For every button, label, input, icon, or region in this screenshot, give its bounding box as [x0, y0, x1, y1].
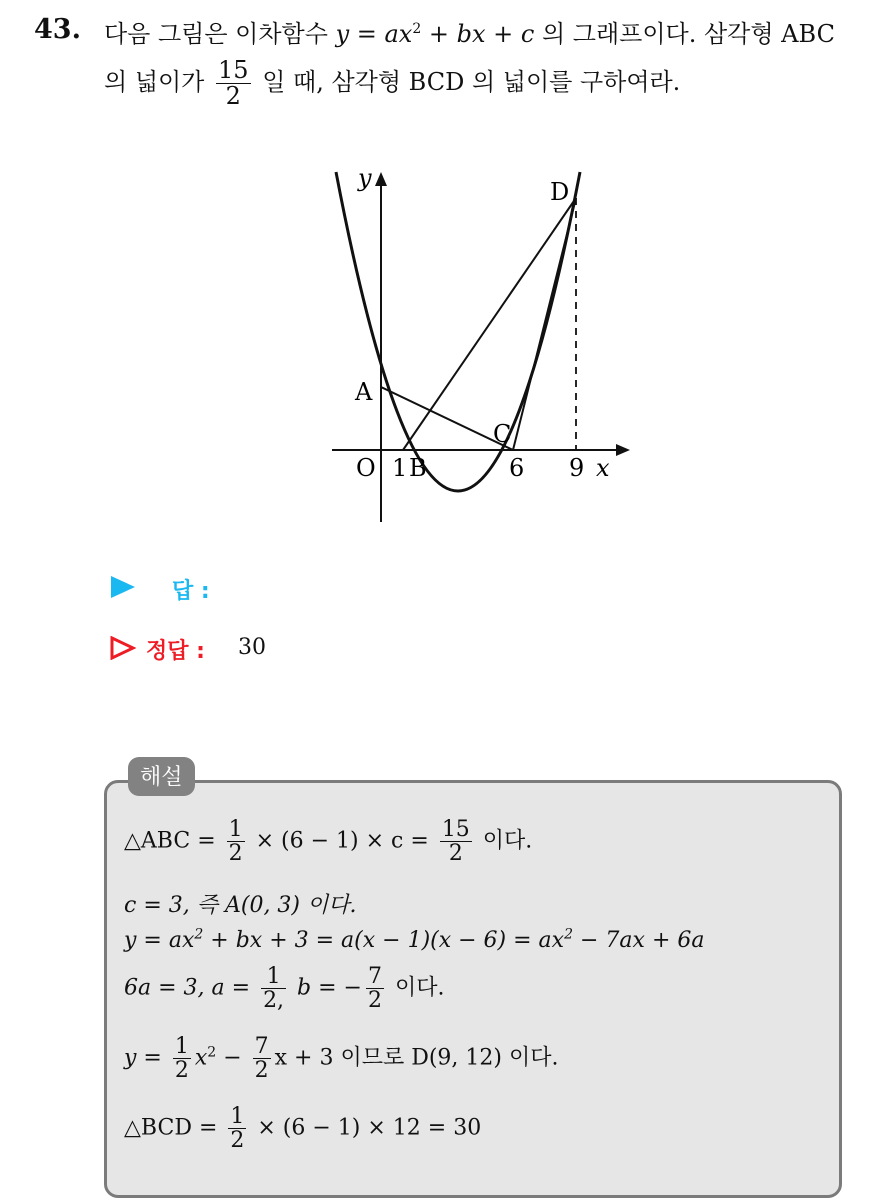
- sol-text: 이다.: [475, 828, 533, 854]
- solution-line-6: [124, 1105, 481, 1152]
- y-axis-arrow-icon: [375, 172, 387, 186]
- sol-text: × (6 − 1) × 12 = 30: [250, 1115, 482, 1141]
- fraction-denominator: 2: [216, 83, 251, 109]
- num: 1: [174, 1034, 189, 1059]
- sol-fraction: [440, 818, 472, 865]
- sol-fraction: [173, 1035, 191, 1082]
- solution-line-4: [124, 965, 445, 1012]
- point-c-label: C: [493, 420, 512, 448]
- function-eq: = ax: [349, 20, 413, 48]
- point-b-label: B: [409, 454, 427, 482]
- sol-fraction: [366, 965, 384, 1012]
- den: 2: [230, 1128, 245, 1154]
- sol-fraction: [227, 818, 245, 865]
- x-axis-label: x: [596, 454, 610, 482]
- num: 1: [228, 817, 243, 842]
- tick-9-label: 9: [569, 454, 585, 482]
- sol-fraction: [228, 1105, 246, 1152]
- solution-line-3: [124, 928, 705, 953]
- question-line-1: [104, 14, 835, 49]
- sol-text: + bx + 3 = a(x − 1)(x − 6) = ax: [203, 928, 565, 953]
- question-text: 다음 그림은 이차함수: [104, 20, 328, 48]
- fraction-numerator: 15: [218, 56, 249, 84]
- num: 7: [254, 1034, 269, 1059]
- sol-text: 6a = 3, a =: [124, 975, 258, 1001]
- sol-text: b = −: [290, 975, 362, 1001]
- question-line-2: [104, 58, 680, 109]
- solution-line-5: [124, 1035, 558, 1082]
- den: 2: [368, 988, 382, 1014]
- den: 2,: [263, 988, 285, 1014]
- exponent: 2: [194, 926, 204, 943]
- function-y: y: [335, 20, 350, 48]
- sol-text: △BCD =: [124, 1115, 225, 1141]
- den: 2: [254, 1058, 269, 1084]
- den: 2: [440, 841, 472, 865]
- question-number: 43.: [34, 14, 81, 45]
- question-text: 의 넓이가: [104, 68, 205, 97]
- segment-cd: [513, 198, 576, 450]
- tick-6-label: 6: [509, 454, 525, 482]
- point-a-label: A: [355, 378, 373, 406]
- correct-label: 정답 :: [146, 639, 205, 664]
- sol-text: x + 3 이므로 D(9, 12) 이다.: [274, 1045, 559, 1071]
- function-exponent: 2: [412, 21, 422, 37]
- sol-text: x: [194, 1045, 208, 1071]
- exponent: 2: [207, 1044, 217, 1061]
- tick-1-label: 1: [392, 454, 408, 482]
- point-d-label: D: [550, 178, 570, 206]
- sol-text: △ABC =: [124, 828, 223, 854]
- sol-text: y = ax: [124, 928, 195, 953]
- num: 1: [266, 964, 281, 989]
- num: 7: [368, 964, 382, 989]
- sol-text: y =: [124, 1045, 169, 1071]
- sol-text: 이다.: [388, 975, 445, 1001]
- den: 2: [228, 841, 243, 867]
- answer-label: 답 :: [172, 579, 210, 604]
- area-fraction: [216, 58, 251, 109]
- num: 1: [230, 1104, 245, 1129]
- x-axis-arrow-icon: [616, 444, 630, 456]
- function-rest: + bx + c: [421, 20, 535, 48]
- solution-line-1: [124, 818, 532, 865]
- answer-arrow-icon: [110, 575, 136, 599]
- origin-label: O: [356, 454, 376, 482]
- sol-text: −: [216, 1045, 249, 1071]
- den: 2: [174, 1058, 189, 1084]
- parabola-graph: [326, 160, 636, 530]
- exponent: 2: [564, 926, 574, 943]
- sol-text: − 7ax + 6a: [573, 928, 705, 953]
- sol-fraction: [253, 1035, 271, 1082]
- num: 15: [441, 817, 470, 842]
- segment-bd: [403, 198, 576, 450]
- sol-text: × (6 − 1) × c =: [248, 828, 436, 854]
- question-text: 일 때, 삼각형 BCD 의 넓이를 구하여라.: [262, 68, 681, 97]
- correct-value: 30: [238, 635, 266, 660]
- question-text: 의 그래프이다. 삼각형 ABC: [541, 20, 835, 48]
- y-axis-label: y: [358, 164, 372, 192]
- solution-line-2: c = 3, 즉 A(0, 3) 이다.: [124, 893, 357, 918]
- sol-fraction: [261, 965, 286, 1012]
- solution-tag: 해설: [128, 757, 195, 796]
- correct-arrow-icon: [110, 636, 136, 660]
